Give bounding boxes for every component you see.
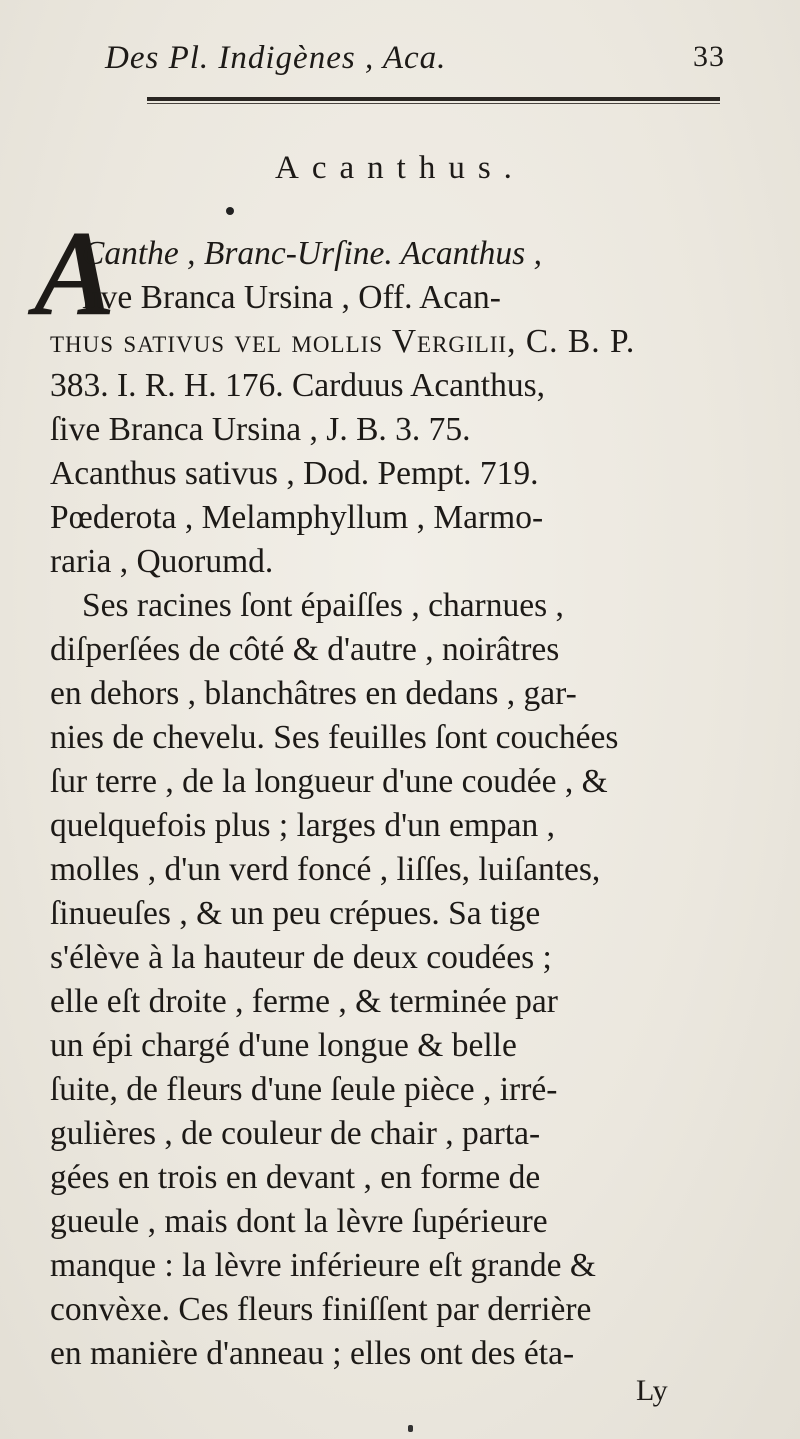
text-line: un épi chargé d'une longue & belle [50, 1027, 517, 1064]
text-line: thus sativus vel mollis Vergilii, C. B. P. [50, 323, 636, 360]
text-line: gées en trois en devant , en forme de [50, 1159, 541, 1196]
ornament-dot [226, 207, 234, 215]
text-line: manque : la lèvre inférieure eſt grande & [50, 1247, 596, 1284]
running-head-title: Des Pl. Indigènes , Aca. [105, 40, 447, 76]
catchword: Ly [636, 1374, 668, 1407]
text-line: Pœderota , Melamphyllum , Marmo- [50, 499, 544, 536]
text-line: elle eſt droite , ferme , & terminée par [50, 983, 558, 1020]
text-line: raria , Quorumd. [50, 543, 274, 580]
paragraph-line: Ses racines ſont épaiſſes , charnues , [82, 587, 564, 624]
ink-speck [408, 1425, 413, 1432]
text-line: ſur terre , de la longueur d'une coudée , & [50, 763, 608, 800]
text-line: gueule , mais dont la lèvre ſupérieure [50, 1203, 548, 1240]
text-line: gulières , de couleur de chair , parta- [50, 1115, 541, 1152]
page-number: 33 [693, 40, 725, 73]
text-line: ſinueuſes , & un peu crépues. Sa tige [50, 895, 541, 932]
header-rule [147, 97, 720, 101]
text-line: quelquefois plus ; larges d'un empan , [50, 807, 556, 844]
text-line: ſuite, de fleurs d'une ſeule pièce , irré- [50, 1071, 558, 1108]
text-line: Canthe , Branc-Urſine. Acanthus , [82, 235, 542, 272]
text-line: s'élève à la hauteur de deux coudées ; [50, 939, 552, 976]
text-line: molles , d'un verd foncé , liſſes, luiſantes, [50, 851, 601, 888]
text-line: diſperſées de côté & d'autre , noirâtres [50, 631, 560, 668]
drop-cap: A [34, 206, 116, 341]
text-line: 383. I. R. H. 176. Carduus Acanthus, [50, 367, 546, 404]
text-line: nies de chevelu. Ses feuilles ſont couchées [50, 719, 619, 756]
text-line: convèxe. Ces fleurs finiſſent par derrière [50, 1291, 592, 1328]
text-line: Acanthus sativus , Dod. Pempt. 719. [50, 455, 539, 492]
text-line: ſive Branca Ursina , J. B. 3. 75. [50, 411, 471, 448]
text-line: ſive Branca Ursina , Off. Acan- [82, 279, 501, 316]
section-heading: Acanthus. [275, 150, 525, 186]
text-line: en dehors , blanchâtres en dedans , gar- [50, 675, 577, 712]
text-line: en manière d'anneau ; elles ont des éta- [50, 1335, 575, 1372]
header-rule-thin [147, 103, 720, 104]
running-head [105, 40, 725, 90]
